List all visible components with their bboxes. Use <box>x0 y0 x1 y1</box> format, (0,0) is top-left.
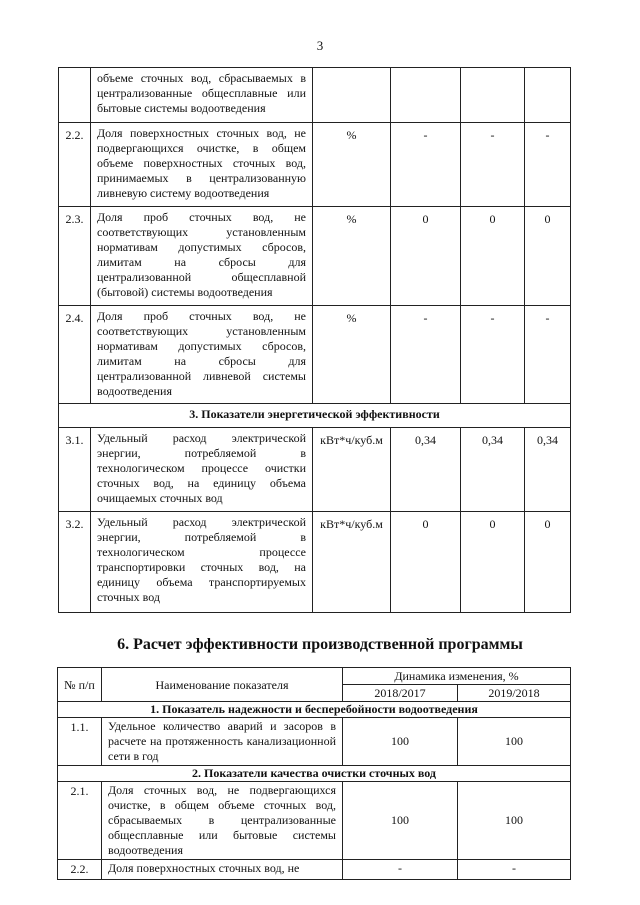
indicator-name: Доля поверхностных сточных вод, не <box>102 860 343 880</box>
table-row <box>59 68 571 123</box>
table-row <box>59 512 571 613</box>
row-number: 2.4. <box>59 306 91 404</box>
table-row <box>59 428 571 512</box>
value-cell: 0 <box>461 207 525 306</box>
column-header-year: 2018/2017 <box>343 685 458 702</box>
value-cell: 0 <box>461 512 525 613</box>
row-number: 1.1. <box>58 718 102 766</box>
indicator-name: Удельный расход электрической энергии, потребляемой в технологическом процессе очистки сточных вод, на единицу объема очищаемых сточных вод <box>91 428 313 512</box>
value-cell: - <box>458 860 571 880</box>
header-row <box>58 668 571 685</box>
section-row <box>58 766 571 782</box>
value-cell: 0 <box>391 207 461 306</box>
table-row <box>58 782 571 860</box>
value-cell <box>461 68 525 123</box>
row-number: 2.2. <box>58 860 102 880</box>
value-cell: 100 <box>458 782 571 860</box>
value-cell: - <box>391 306 461 404</box>
value-cell: 0 <box>391 512 461 613</box>
unit-cell <box>313 68 391 123</box>
value-cell: 0,34 <box>525 428 571 512</box>
section-title: 3. Показатели энергетической эффективности <box>59 404 571 428</box>
value-cell: 100 <box>343 782 458 860</box>
section-row <box>59 404 571 428</box>
indicator-name: Доля проб сточных вод, не соответствующих установленным нормативам допустимых сбросов, лимитам на сбросы для централизованной ливневой системы водоотведения <box>91 306 313 404</box>
table-row <box>59 207 571 306</box>
value-cell: 0 <box>525 512 571 613</box>
section-title: 1. Показатель надежности и бесперебойности водоотведения <box>58 702 571 718</box>
section-heading: 6. Расчет эффективности производственной программы <box>117 636 523 653</box>
table-row <box>59 123 571 207</box>
table-row <box>58 860 571 880</box>
value-cell: - <box>525 306 571 404</box>
indicator-name: Доля сточных вод, не подвергающихся очистке, в общем объеме сточных вод, сбрасываемых в централизованные общесплавные или бытовые системы водоотведения <box>102 782 343 860</box>
column-header-dynamics: Динамика изменения, % <box>343 668 571 685</box>
indicators-table <box>58 67 571 613</box>
value-cell <box>391 68 461 123</box>
column-header-year: 2019/2018 <box>458 685 571 702</box>
row-number: 3.2. <box>59 512 91 613</box>
table-row <box>58 718 571 766</box>
column-header-number: № п/п <box>58 668 102 702</box>
value-cell: - <box>391 123 461 207</box>
value-cell: - <box>343 860 458 880</box>
indicator-name: Удельное количество аварий и засоров в расчете на протяженность канализационной сети в год <box>102 718 343 766</box>
value-cell: 0 <box>525 207 571 306</box>
value-cell: 0,34 <box>391 428 461 512</box>
row-number: 2.2. <box>59 123 91 207</box>
row-number: 2.1. <box>58 782 102 860</box>
indicator-name: Удельный расход электрической энергии, потребляемой в технологическом процессе транспортировки сточных вод, на единицу объема транспортируемых сточных вод <box>91 512 313 613</box>
section-row <box>58 702 571 718</box>
indicator-name: объеме сточных вод, сбрасываемых в централизованные общесплавные или бытовые системы водоотведения <box>91 68 313 123</box>
page-number: 3 <box>316 38 324 53</box>
value-cell: 100 <box>458 718 571 766</box>
value-cell: 100 <box>343 718 458 766</box>
row-number: 3.1. <box>59 428 91 512</box>
indicator-name: Доля проб сточных вод, не соответствующих установленным нормативам допустимых сбросов, лимитам на сбросы для централизованной общесплавной (бытовой) системы водоотведения <box>91 207 313 306</box>
unit-cell: кВт*ч/куб.м <box>313 428 391 512</box>
unit-cell: % <box>313 207 391 306</box>
value-cell: - <box>461 123 525 207</box>
column-header-name: Наименование показателя <box>102 668 343 702</box>
value-cell: 0,34 <box>461 428 525 512</box>
row-number: 2.3. <box>59 207 91 306</box>
value-cell: - <box>461 306 525 404</box>
unit-cell: % <box>313 306 391 404</box>
unit-cell: % <box>313 123 391 207</box>
value-cell <box>525 68 571 123</box>
table-row <box>59 306 571 404</box>
unit-cell: кВт*ч/куб.м <box>313 512 391 613</box>
value-cell: - <box>525 123 571 207</box>
efficiency-table <box>57 667 571 880</box>
section-title: 2. Показатели качества очистки сточных вод <box>58 766 571 782</box>
row-number <box>59 68 91 123</box>
indicator-name: Доля поверхностных сточных вод, не подвергающихся очистке, в общем объеме поверхностных сточных вод, принимаемых в централизованную ливневую систему водоотведения <box>91 123 313 207</box>
